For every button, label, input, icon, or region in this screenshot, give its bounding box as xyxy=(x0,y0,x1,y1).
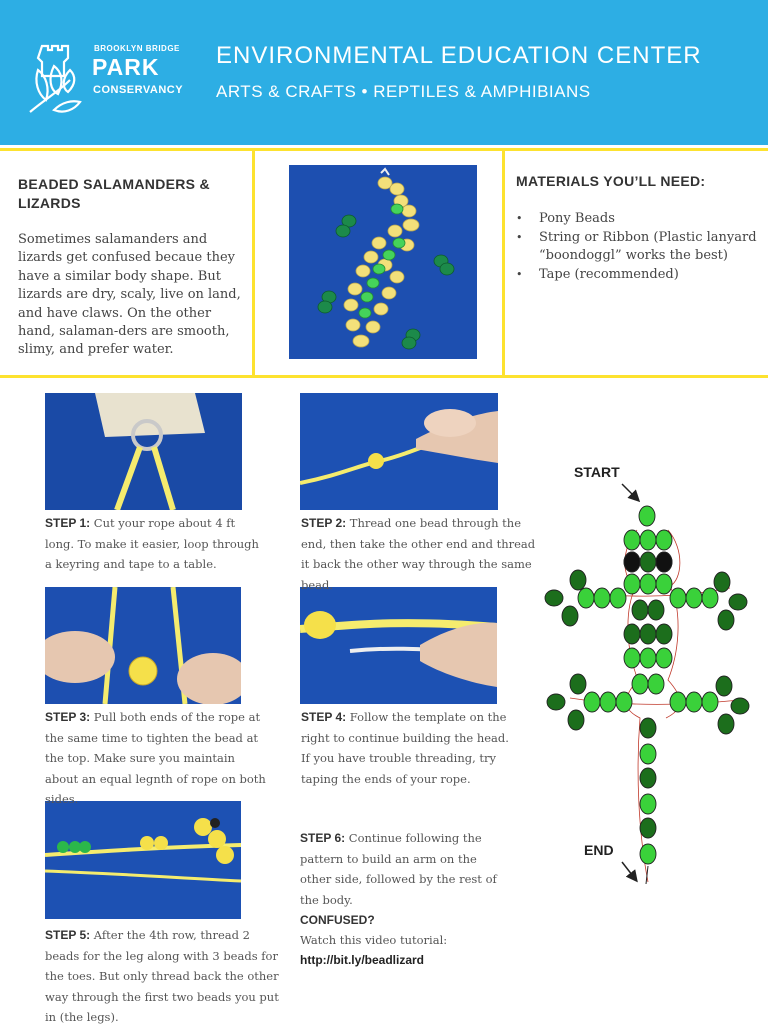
step-2 xyxy=(301,513,541,595)
step-3-photo xyxy=(45,587,241,704)
confused-title: CONFUSED? xyxy=(300,913,375,927)
materials-item-beads: • Pony Beads xyxy=(516,210,766,229)
confused-section xyxy=(300,910,540,970)
intro-title: BEADED SALAMANDERS & LIZARDS xyxy=(18,176,210,211)
step-1-text: Cut your rope about 4 ft long. To make it easier, loop through a keyring and tape to a table. xyxy=(45,516,259,571)
page-title: ENVIRONMENTAL EDUCATION CENTER xyxy=(216,42,702,69)
end-arrow-icon xyxy=(622,862,636,880)
pattern-beads xyxy=(545,506,749,864)
start-label: START xyxy=(574,464,620,480)
step-4-label: STEP 4: xyxy=(301,710,347,724)
materials-item-tape: • Tape (recommended) xyxy=(516,266,766,285)
step-2-label: STEP 2: xyxy=(301,516,347,530)
end-label: END xyxy=(584,842,614,858)
step-3-text: Pull both ends of the rope at the same time to tighten the bead at the top. Make sure you maintain about an equal legnth of rope on both sides. xyxy=(45,710,266,806)
start-arrow-icon xyxy=(622,484,638,500)
tutorial-link[interactable]: http://bit.ly/beadlizard xyxy=(300,953,425,967)
step-6-text: Continue following the pattern to build an arm on the other side, followed by the rest of the body. xyxy=(300,831,497,907)
bead-pattern-diagram xyxy=(540,470,768,900)
step-2-photo xyxy=(300,393,498,510)
step-6 xyxy=(300,828,500,910)
logo-line-1: BROOKLYN BRIDGE xyxy=(94,44,180,53)
divider-vertical-1 xyxy=(252,151,255,375)
materials-title: MATERIALS YOU’LL NEED: xyxy=(516,173,706,189)
step-1-photo xyxy=(45,393,242,510)
materials-item-string: • String or Ribbon (Plastic lanyard “boondoggl” works the best) xyxy=(516,229,766,266)
step-5-text: After the 4th row, thread 2 beads for the leg along with 3 beads for the toes. But only thread back the other way through the first two beads you put in (the legs). xyxy=(45,928,279,1024)
step-5-label: STEP 5: xyxy=(45,928,91,942)
divider-vertical-2 xyxy=(502,151,505,375)
step-4 xyxy=(301,707,511,789)
step-5-photo xyxy=(45,801,241,919)
step-1 xyxy=(45,513,260,575)
divider-top xyxy=(0,148,768,151)
step-2-text: Thread one bead through the end, then take the other end and thread it back the other way through the same bead. xyxy=(301,516,536,592)
confused-text: Watch this video tutorial: xyxy=(300,933,448,947)
materials-list xyxy=(516,210,766,284)
step-1-label: STEP 1: xyxy=(45,516,91,530)
conservancy-logo[interactable] xyxy=(24,40,184,120)
leaf-logo-icon xyxy=(24,40,92,122)
step-4-photo xyxy=(300,587,497,704)
logo-line-3: CONSERVANCY xyxy=(93,84,184,96)
step-4-text: Follow the template on the right to continue building the head. If you have trouble threading, try taping the ends of your rope. xyxy=(301,710,509,786)
beaded-lizard-photo xyxy=(289,165,477,359)
header-banner xyxy=(0,0,768,145)
page-subtitle: ARTS & CRAFTS • REPTILES & AMPHIBIANS xyxy=(216,82,591,101)
logo-line-2: PARK xyxy=(92,54,160,80)
step-3-label: STEP 3: xyxy=(45,710,91,724)
step-6-label: STEP 6: xyxy=(300,831,346,845)
step-5 xyxy=(45,925,280,1028)
divider-middle xyxy=(0,375,768,378)
step-3 xyxy=(45,707,270,810)
intro-body: Sometimes salamanders and lizards get confused becaue they have a similar body shape. But lizards are dry, scaly, live on land, and have claws. On the other hand, salaman-ders are smooth, slimy, and prefer water. xyxy=(18,232,241,358)
